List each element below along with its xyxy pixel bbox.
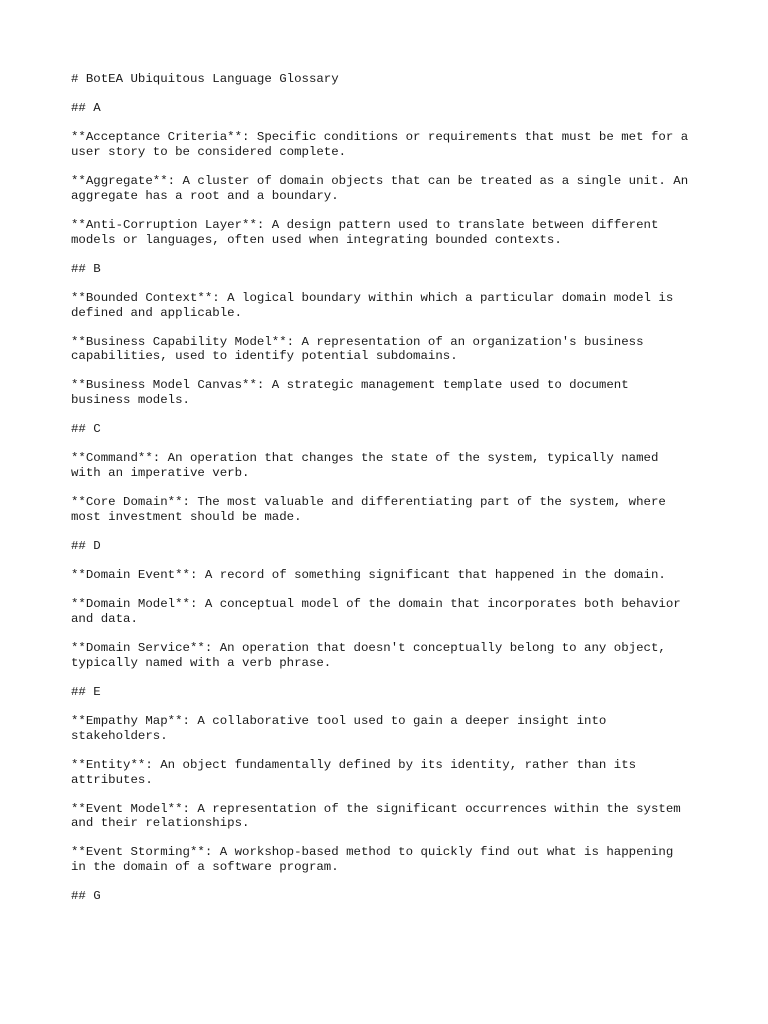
glossary-entry bbox=[71, 218, 711, 247]
section-heading: ## E bbox=[71, 684, 101, 699]
entry-line: **Business Model Canvas**: A strategic management template used to document bbox=[71, 378, 629, 393]
glossary-entry bbox=[71, 845, 711, 874]
entry-line: and data. bbox=[71, 611, 138, 626]
section-d bbox=[71, 539, 711, 670]
document-title: # BotEA Ubiquitous Language Glossary bbox=[71, 72, 339, 86]
entry-line: with an imperative verb. bbox=[71, 466, 250, 481]
entry-line: **Bounded Context**: A logical boundary within which a particular domain model is bbox=[71, 290, 674, 305]
entry-line: models or languages, often used when integrating bounded contexts. bbox=[71, 232, 562, 247]
glossary-entry bbox=[71, 130, 711, 159]
glossary-entry bbox=[71, 568, 711, 583]
glossary-entry bbox=[71, 714, 711, 743]
glossary-entry bbox=[71, 597, 711, 626]
glossary-entry bbox=[71, 335, 711, 364]
entry-line: **Acceptance Criteria**: Specific conditions or requirements that must be met for a bbox=[71, 130, 689, 145]
entry-line: aggregate has a root and a boundary. bbox=[71, 188, 339, 203]
entry-line: user story to be considered complete. bbox=[71, 144, 347, 159]
entry-line: defined and applicable. bbox=[71, 305, 243, 320]
entry-line: typically named with a verb phrase. bbox=[71, 655, 332, 670]
glossary-entry bbox=[71, 495, 711, 524]
glossary-entry bbox=[71, 641, 711, 670]
section-e bbox=[71, 685, 711, 875]
entry-line: **Anti-Corruption Layer**: A design pattern used to translate between different bbox=[71, 217, 659, 232]
entry-line: **Event Storming**: A workshop-based method to quickly find out what is happening bbox=[71, 845, 674, 860]
entry-line: **Event Model**: A representation of the significant occurrences within the system bbox=[71, 801, 681, 816]
entry-line: **Core Domain**: The most valuable and differentiating part of the system, where bbox=[71, 495, 666, 510]
entry-line: stakeholders. bbox=[71, 728, 168, 743]
section-heading: ## G bbox=[71, 889, 101, 904]
entry-line: **Business Capability Model**: A representation of an organization's business bbox=[71, 334, 644, 349]
section-heading: ## C bbox=[71, 422, 101, 437]
entry-line: **Aggregate**: A cluster of domain objects that can be treated as a single unit. An bbox=[71, 174, 689, 189]
glossary-entry bbox=[71, 378, 711, 407]
entry-line: **Domain Event**: A record of something significant that happened in the domain. bbox=[71, 568, 666, 583]
section-c bbox=[71, 422, 711, 524]
entry-line: **Command**: An operation that changes the state of the system, typically named bbox=[71, 451, 659, 466]
glossary-entry bbox=[71, 291, 711, 320]
entry-line: **Domain Model**: A conceptual model of the domain that incorporates both behavior bbox=[71, 597, 681, 612]
entry-line: **Empathy Map**: A collaborative tool used to gain a deeper insight into bbox=[71, 714, 607, 729]
entry-line: most investment should be made. bbox=[71, 509, 302, 524]
glossary-entry bbox=[71, 451, 711, 480]
entry-line: business models. bbox=[71, 393, 190, 408]
glossary-entry bbox=[71, 802, 711, 831]
section-b bbox=[71, 262, 711, 408]
entry-line: and their relationships. bbox=[71, 816, 250, 831]
glossary-entry bbox=[71, 174, 711, 203]
section-a bbox=[71, 101, 711, 247]
entry-line: capabilities, used to identify potential subdomains. bbox=[71, 349, 458, 364]
entry-line: **Domain Service**: An operation that doesn't conceptually belong to any object, bbox=[71, 641, 666, 656]
glossary-entry bbox=[71, 758, 711, 787]
section-heading: ## B bbox=[71, 261, 101, 276]
entry-line: attributes. bbox=[71, 772, 153, 787]
glossary-document bbox=[71, 72, 711, 918]
entry-line: **Entity**: An object fundamentally defined by its identity, rather than its bbox=[71, 757, 637, 772]
entry-line: in the domain of a software program. bbox=[71, 860, 339, 875]
section-heading: ## A bbox=[71, 101, 101, 116]
section-heading: ## D bbox=[71, 539, 101, 553]
section-g bbox=[71, 889, 711, 904]
